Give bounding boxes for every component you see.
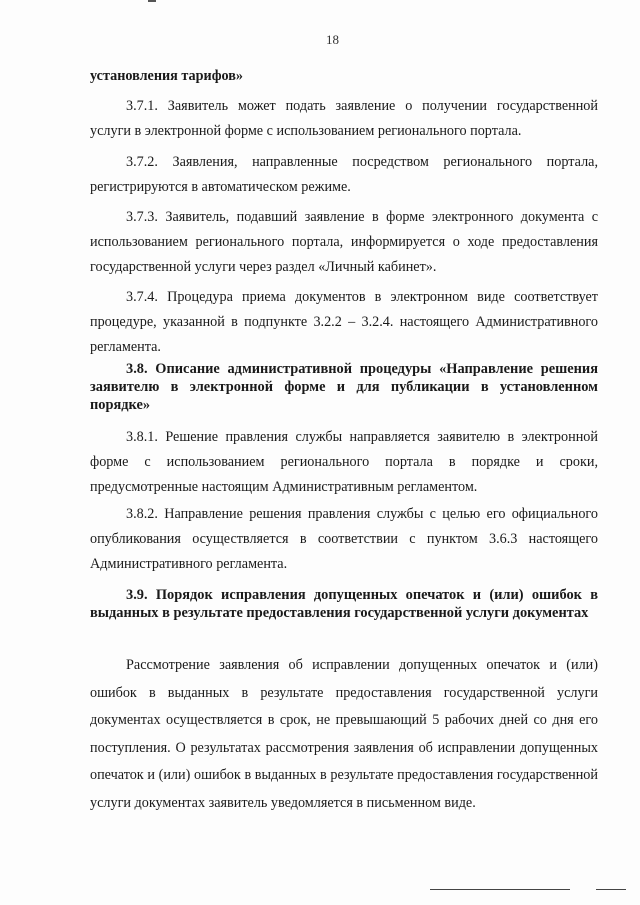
bottom-rule-segment: [596, 889, 626, 890]
page-number: 18: [326, 32, 339, 47]
paragraph-3-7-1: 3.7.1. Заявитель может подать заявление о получении государственной услуги в электронной форме с использованием регионального портала.: [90, 98, 598, 139]
section-heading-3-8: 3.8. Описание административной процедуры «Направление решения заявителю в электронной форме и для публикации в установленном порядке»: [90, 361, 598, 413]
paragraph-3-8-1: 3.8.1. Решение правления службы направляется заявителю в электронной форме с использованием регионального портала в порядке и сроки, предусмотренные настоящим Административным регламентом.: [90, 429, 598, 495]
intro-line: установления тарифов»: [90, 68, 244, 84]
paragraph-3-7-4: 3.7.4. Процедура приема документов в электронном виде соответствует процедуре, указанной в подпункте 3.2.2 – 3.2.4. настоящего Административного регламента.: [90, 289, 598, 355]
bottom-rule: [430, 889, 570, 890]
paragraph-3-9: Рассмотрение заявления об исправлении допущенных опечаток и (или) ошибок в выданных в результате предоставления государственной услуги документах осуществляется в срок, не превышающий 5 рабочих дней со дня его поступления. О результатах рассмотрения заявления об исправлении допущенных опечаток и (или) ошибок в выданных в результате предоставления государственной услуги документах заявитель уведомляется в письменном виде.: [90, 657, 598, 811]
paragraph-3-7-3: 3.7.3. Заявитель, подавший заявление в форме электронного документа с использованием регионального портала, информируется о ходе предоставления государственной услуги через раздел «Личный кабинет».: [90, 209, 598, 275]
paragraph-3-8-2: 3.8.2. Направление решения правления службы с целью его официального опубликования осуществляется в соответствии с пунктом 3.6.3 настоящего Административного регламента.: [90, 506, 598, 572]
section-heading-3-9: 3.9. Порядок исправления допущенных опечаток и (или) ошибок в выданных в результате предоставления государственной услуги документах: [90, 587, 598, 621]
paragraph-3-7-2: 3.7.2. Заявления, направленные посредством регионального портала, регистрируются в автоматическом режиме.: [90, 154, 598, 195]
scan-mark: [148, 0, 156, 2]
